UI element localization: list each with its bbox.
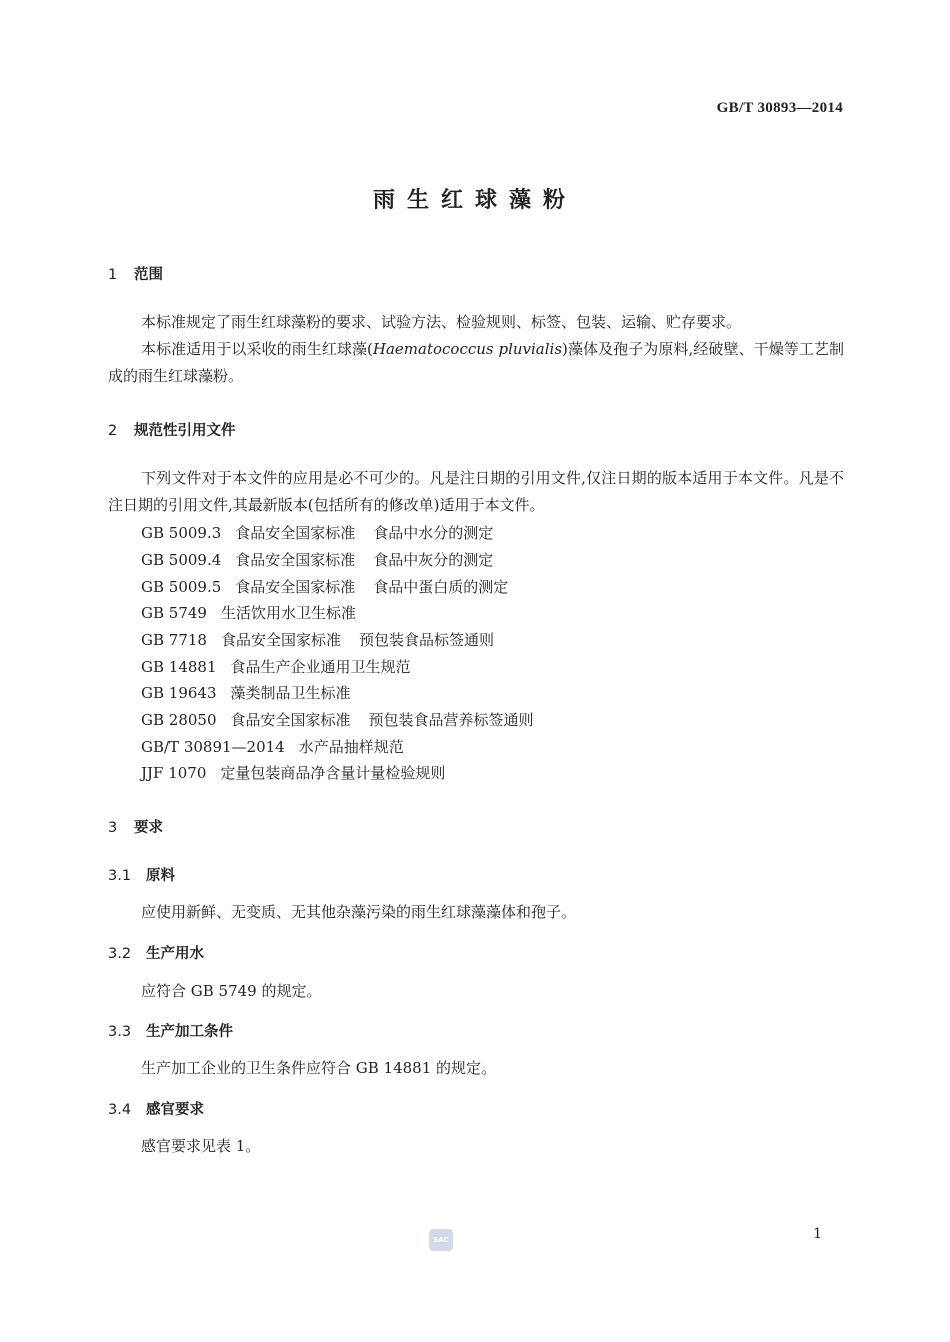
section-1-heading	[108, 263, 163, 284]
section-title: 要求	[134, 820, 163, 836]
scope-paragraph-1: 本标准规定了雨生红球藻粉的要求、试验方法、检验规则、标签、包装、运输、贮存要求。	[141, 313, 742, 331]
reference-item: GB 5009.3 食品安全国家标准 食品中水分的测定	[141, 524, 494, 542]
section-number: 3	[108, 820, 118, 836]
section-title: 范围	[134, 267, 163, 283]
subsection-3-4-text: 感官要求见表 1。	[141, 1137, 261, 1155]
reference-item: GB 14881 食品生产企业通用卫生规范	[141, 658, 411, 676]
section-2-heading	[108, 419, 236, 440]
references-intro: 下列文件对于本文件的应用是必不可少的。凡是注日期的引用文件,仅注日期的版本适用于本文件。凡是不注日期的引用文件,其最新版本(包括所有的修改单)适用于本文件。	[108, 469, 844, 514]
document-title: 雨生红球藻粉	[372, 188, 577, 213]
section-number: 2	[108, 423, 118, 439]
reference-item: GB 5009.5 食品安全国家标准 食品中蛋白质的测定	[141, 578, 509, 596]
reference-item: JJF 1070 定量包装商品净含量计量检验规则	[141, 764, 446, 782]
section-number: 1	[108, 267, 118, 283]
subsection-3-2-text: 应符合 GB 5749 的规定。	[141, 982, 322, 1000]
subsection-3-2-heading: 3.2 生产用水	[108, 946, 204, 962]
page-number: 1	[813, 1226, 822, 1242]
standard-code: GB/T 30893—2014	[716, 100, 843, 116]
reference-item: GB 19643 藻类制品卫生标准	[141, 684, 351, 702]
reference-item: GB 7718 食品安全国家标准 预包装食品标签通则	[141, 631, 494, 649]
section-title: 规范性引用文件	[134, 423, 236, 439]
reference-item: GB/T 30891—2014 水产品抽样规范	[141, 738, 404, 756]
subsection-3-4-heading: 3.4 感官要求	[108, 1102, 204, 1118]
latin-name: Haematococcus pluvialis	[372, 340, 563, 358]
subsection-3-3-text: 生产加工企业的卫生条件应符合 GB 14881 的规定。	[141, 1059, 497, 1077]
reference-item: GB 28050 食品安全国家标准 预包装食品营养标签通则	[141, 711, 534, 729]
scope-paragraph-2	[108, 336, 844, 390]
reference-item: GB 5749 生活饮用水卫生标准	[141, 604, 356, 622]
reference-item: GB 5009.4 食品安全国家标准 食品中灰分的测定	[141, 551, 494, 569]
scope-text-b: )藻体及孢子为原料,经破壁、干燥等工艺制成的雨生红球藻粉。	[108, 340, 844, 385]
subsection-3-1-text: 应使用新鲜、无变质、无其他杂藻污染的雨生红球藻藻体和孢子。	[141, 903, 577, 921]
scope-text-a: 本标准适用于以采收的雨生红球藻(	[141, 340, 373, 358]
sac-watermark-logo: SAC	[429, 1229, 453, 1251]
subsection-3-1-heading: 3.1 原料	[108, 868, 175, 884]
subsection-3-3-heading: 3.3 生产加工条件	[108, 1024, 233, 1040]
section-3-heading	[108, 816, 163, 837]
